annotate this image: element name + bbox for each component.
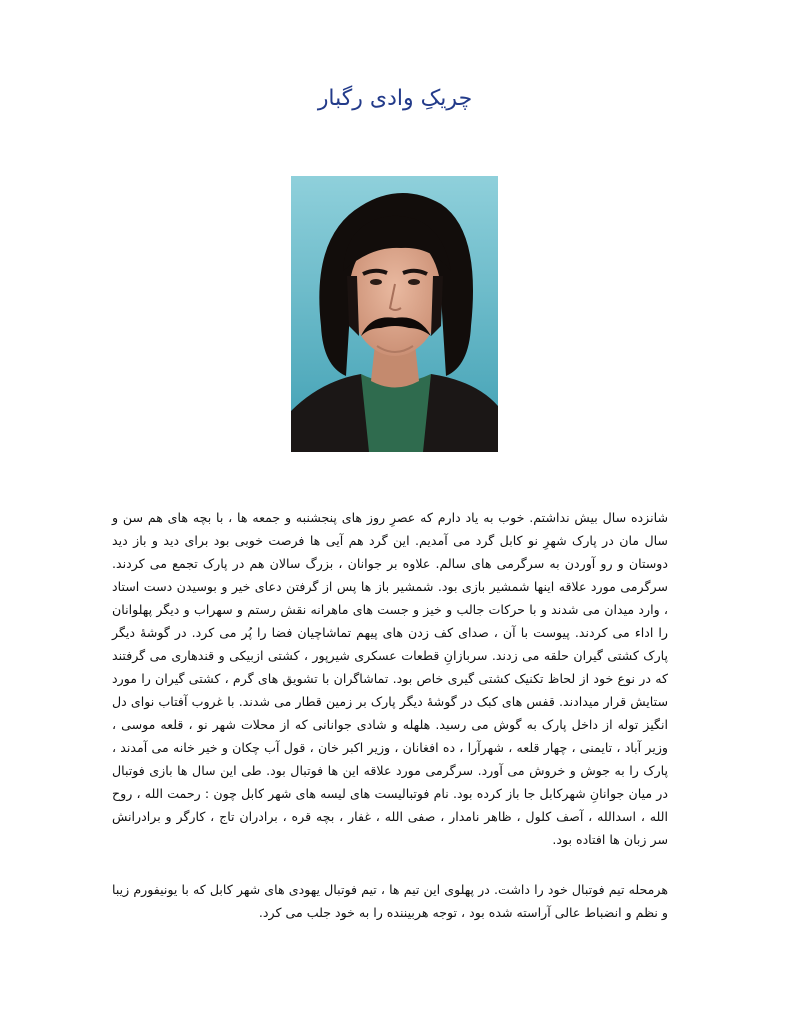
- page-title: چریکِ وادی رگبار: [317, 86, 473, 111]
- portrait-photo: [291, 176, 498, 452]
- body-paragraph: هرمحله تیم فوتبال خود را داشت. در پهلوی این تیم ها ، تیم فوتبال یهودی های شهر کابل که با یونیفورم زیبا و نظم و انضباط عالی آراسته شده بود ، توجه هربیننده را به خود جلب می کرد.: [112, 882, 668, 920]
- body-paragraph: شانزده سال بیش نداشتم. خوب به یاد دارم که عصرِ روز های پنجشنبه و جمعه ها ، با بچه های هم سن و سال مان در پارک شهرِ نو کابل گرد می آمدیم. این گرد هم آیی ها فرصت خوبی بود برای دید و باز دید دوستان و رو آوردن به سرگرمی های سالم. علاوه بر جوانان ، بزرگ سالان هم در پارک تجمع می کردند. سرگرمی مورد علاقه اینها شمشیر بازی بود. شمشیر باز ها پس از گرفتن دعای خیر و بوسیدن دست استاد ، وارد میدان می شدند و با حرکات جالب و خیز و جست های ماهرانه نقش رستم و سهراب و دیگر پهلوانان را اداء می کردند. پیوست با آن ، صدای کف زدن های پیهم تماشاچیان فضا را پُر می کرد. در گوشۀ دیگر پارک کشتی گیران حلقه می زدند. سربازانِ قطعات عسکری شیرپور ، کشتی ازبیکی و قندهاری می گرفتند که در نوع خود از لحاظ تکنیک کشتی گیری خاص بود. تماشاگران با تشویق های گرم ، کشتی گیران را مورد ستایش قرار میدادند. قفس های کبک در گوشۀ دیگر پارک بر زمین قطار می شدند. با غروب آفتاب نوای دل انگیز توله از داخل پارک به گوش می رسید. هلهله و شادی جوانانی که از محلات شهر نو ، قلعه موسی ، وزیر آباد ، تایمنی ، چهار قلعه ، شهرآرا ، ده افغانان ، وزیر اکبر خان ، قول آب چکان و خیر خانه می آمدند ، پارک را به جوش و خروش می آورد. سرگرمی مورد علاقه این ها فوتبال بود. طی این سال ها بازی فوتبال در میان جوانانِ شهرکابل جا باز کرده بود. نام فوتبالیست های لیسه های شهر کابل چون : رحمت الله ، روح الله ، اسدالله ، آصف کلول ، ظاهر نامدار ، صفی الله ، غفار ، بچه قره ، برادران تاج ، کارگر و برادرانش سر زبان ها افتاده بود.: [112, 510, 668, 847]
